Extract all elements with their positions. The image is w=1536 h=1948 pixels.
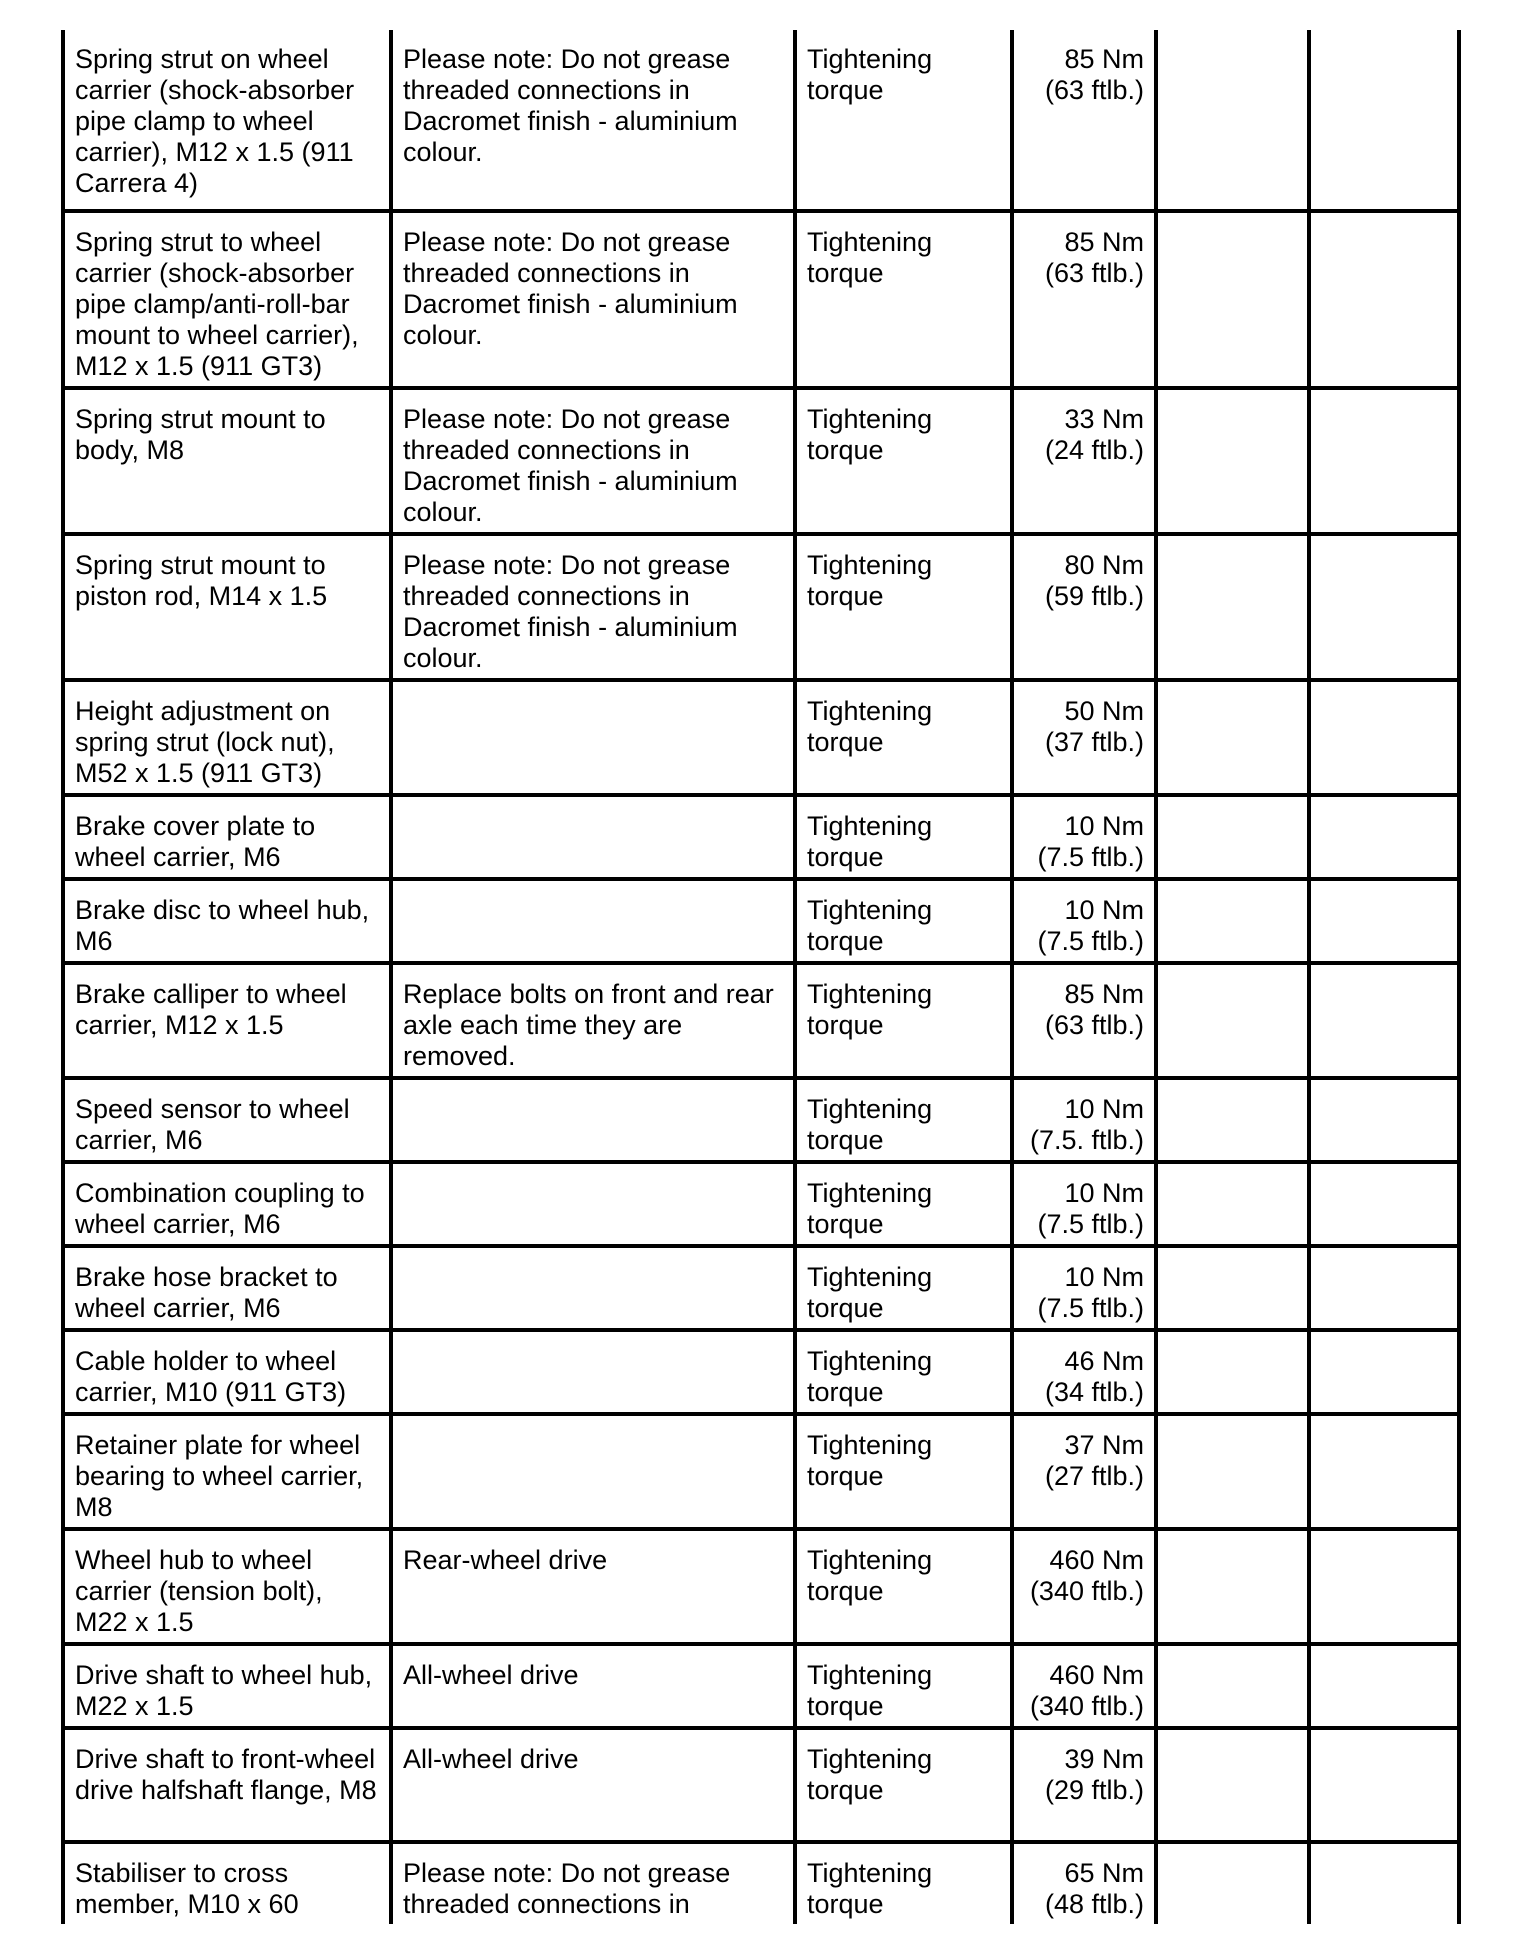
value-cell [1012, 534, 1156, 680]
value-nm: 460 Nm [1049, 1660, 1144, 1690]
value-ftlb: (48 ftlb.) [1044, 1889, 1144, 1919]
component-text: Brake cover plate to wheel carrier, M6 [75, 811, 316, 872]
value-cell [1012, 1330, 1156, 1414]
blank-cell [1156, 1842, 1309, 1924]
note-cell [391, 1728, 795, 1842]
type-cell [795, 795, 1012, 879]
note-cell [391, 1162, 795, 1246]
type-text: Tightening torque [807, 1262, 933, 1323]
blank-cell [1156, 534, 1309, 680]
value-cell [1012, 30, 1156, 211]
value-ftlb: (7.5 ftlb.) [1037, 1209, 1144, 1239]
note-text: Please note: Do not grease threaded connections in Dacromet finish - aluminium colour. [403, 227, 738, 350]
component-text: Drive shaft to front-wheel drive halfshaft flange, M8 [75, 1744, 377, 1805]
component-cell [63, 963, 391, 1078]
note-text: Rear-wheel drive [403, 1545, 608, 1575]
table-row [63, 963, 1459, 1078]
value-ftlb: (24 ftlb.) [1044, 435, 1144, 465]
table-row [63, 30, 1459, 211]
component-cell [63, 680, 391, 795]
table-row [63, 534, 1459, 680]
component-cell [63, 1162, 391, 1246]
component-cell [63, 1842, 391, 1924]
note-cell [391, 1330, 795, 1414]
value-ftlb: (34 ftlb.) [1044, 1377, 1144, 1407]
type-cell [795, 1728, 1012, 1842]
note-cell [391, 963, 795, 1078]
type-cell [795, 1842, 1012, 1924]
value-nm: 10 Nm [1064, 895, 1144, 925]
value-ftlb: (7.5. ftlb.) [1029, 1125, 1144, 1155]
value-cell [1012, 879, 1156, 963]
note-cell [391, 879, 795, 963]
value-ftlb: (37 ftlb.) [1044, 727, 1144, 757]
note-cell [391, 211, 795, 388]
blank-cell [1156, 211, 1309, 388]
table-row [63, 1728, 1459, 1842]
blank-cell [1156, 1078, 1309, 1162]
type-cell [795, 1414, 1012, 1529]
type-text: Tightening torque [807, 1858, 933, 1919]
note-text: Please note: Do not grease threaded connections in [403, 1858, 731, 1919]
component-text: Wheel hub to wheel carrier (tension bolt), M22 x 1.5 [75, 1545, 323, 1637]
note-text: All-wheel drive [403, 1660, 579, 1690]
note-cell [391, 1644, 795, 1728]
type-cell [795, 1330, 1012, 1414]
table-row [63, 1078, 1459, 1162]
value-cell [1012, 1162, 1156, 1246]
type-text: Tightening torque [807, 44, 933, 105]
blank-cell [1309, 795, 1459, 879]
type-text: Tightening torque [807, 696, 933, 757]
note-text: Replace bolts on front and rear axle each time they are removed. [403, 979, 774, 1071]
value-cell [1012, 1414, 1156, 1529]
blank-cell [1309, 1529, 1459, 1644]
table-row [63, 1330, 1459, 1414]
component-text: Brake disc to wheel hub, M6 [75, 895, 370, 956]
table-row [63, 1414, 1459, 1529]
blank-cell [1156, 795, 1309, 879]
component-text: Combination coupling to wheel carrier, M6 [75, 1178, 365, 1239]
value-ftlb: (63 ftlb.) [1044, 1010, 1144, 1040]
blank-cell [1309, 1842, 1459, 1924]
type-text: Tightening torque [807, 1430, 933, 1491]
value-nm: 10 Nm [1064, 1262, 1144, 1292]
blank-cell [1156, 1728, 1309, 1842]
type-text: Tightening torque [807, 1660, 933, 1721]
blank-cell [1309, 879, 1459, 963]
value-nm: 10 Nm [1064, 1178, 1144, 1208]
blank-cell [1156, 30, 1309, 211]
blank-cell [1309, 211, 1459, 388]
component-cell [63, 1529, 391, 1644]
component-text: Drive shaft to wheel hub, M22 x 1.5 [75, 1660, 373, 1721]
component-cell [63, 1728, 391, 1842]
table-row [63, 680, 1459, 795]
note-cell [391, 1842, 795, 1924]
value-nm: 85 Nm [1064, 227, 1144, 257]
type-cell [795, 211, 1012, 388]
value-cell [1012, 1078, 1156, 1162]
value-nm: 10 Nm [1064, 811, 1144, 841]
value-ftlb: (7.5 ftlb.) [1037, 926, 1144, 956]
type-text: Tightening torque [807, 1094, 933, 1155]
note-cell [391, 534, 795, 680]
blank-cell [1156, 388, 1309, 534]
table-row [63, 795, 1459, 879]
component-cell [63, 534, 391, 680]
value-ftlb: (29 ftlb.) [1044, 1775, 1144, 1805]
component-cell [63, 1644, 391, 1728]
component-text: Spring strut to wheel carrier (shock-absorber pipe clamp/anti-roll-bar mount to wheel carrier), M12 x 1.5 (911 GT3) [75, 227, 359, 381]
value-cell [1012, 1728, 1156, 1842]
blank-cell [1156, 963, 1309, 1078]
table-row [63, 1246, 1459, 1330]
note-cell [391, 795, 795, 879]
table-row [63, 1529, 1459, 1644]
type-text: Tightening torque [807, 979, 933, 1040]
component-cell [63, 1330, 391, 1414]
type-cell [795, 879, 1012, 963]
table-row [63, 1644, 1459, 1728]
blank-cell [1156, 1529, 1309, 1644]
component-text: Speed sensor to wheel carrier, M6 [75, 1094, 350, 1155]
type-text: Tightening torque [807, 1346, 933, 1407]
component-text: Brake hose bracket to wheel carrier, M6 [75, 1262, 338, 1323]
blank-cell [1309, 680, 1459, 795]
type-text: Tightening torque [807, 404, 933, 465]
blank-cell [1309, 1078, 1459, 1162]
blank-cell [1309, 1162, 1459, 1246]
component-cell [63, 30, 391, 211]
value-nm: 80 Nm [1064, 550, 1144, 580]
value-nm: 39 Nm [1064, 1744, 1144, 1774]
type-text: Tightening torque [807, 895, 933, 956]
table-row [63, 388, 1459, 534]
value-nm: 460 Nm [1049, 1545, 1144, 1575]
value-ftlb: (63 ftlb.) [1044, 75, 1144, 105]
type-cell [795, 534, 1012, 680]
type-cell [795, 680, 1012, 795]
blank-cell [1309, 1644, 1459, 1728]
torque-spec-table [61, 30, 1461, 1924]
component-cell [63, 879, 391, 963]
value-nm: 85 Nm [1064, 979, 1144, 1009]
type-text: Tightening torque [807, 1744, 933, 1805]
type-text: Tightening torque [807, 1545, 933, 1606]
component-text: Spring strut on wheel carrier (shock-absorber pipe clamp to wheel carrier), M12 x 1.5 (911 Carrera 4) [75, 44, 355, 198]
value-nm: 85 Nm [1064, 44, 1144, 74]
component-cell [63, 795, 391, 879]
value-cell [1012, 1246, 1156, 1330]
type-text: Tightening torque [807, 1178, 933, 1239]
component-text: Spring strut mount to piston rod, M14 x 1.5 [75, 550, 328, 611]
value-ftlb: (340 ftlb.) [1029, 1691, 1144, 1721]
component-cell [63, 1414, 391, 1529]
blank-cell [1156, 1330, 1309, 1414]
type-cell [795, 1246, 1012, 1330]
value-nm: 50 Nm [1064, 696, 1144, 726]
component-text: Retainer plate for wheel bearing to wheel carrier, M8 [75, 1430, 364, 1522]
value-cell [1012, 1842, 1156, 1924]
value-cell [1012, 963, 1156, 1078]
blank-cell [1309, 30, 1459, 211]
note-cell [391, 1414, 795, 1529]
value-nm: 37 Nm [1064, 1430, 1144, 1460]
type-cell [795, 1078, 1012, 1162]
value-nm: 65 Nm [1064, 1858, 1144, 1888]
component-text: Cable holder to wheel carrier, M10 (911 GT3) [75, 1346, 347, 1407]
note-text: Please note: Do not grease threaded connections in Dacromet finish - aluminium colour. [403, 550, 738, 673]
note-cell [391, 1078, 795, 1162]
blank-cell [1156, 879, 1309, 963]
table-row [63, 1162, 1459, 1246]
table-row [63, 211, 1459, 388]
note-cell [391, 388, 795, 534]
value-nm: 46 Nm [1064, 1346, 1144, 1376]
blank-cell [1309, 534, 1459, 680]
value-ftlb: (7.5 ftlb.) [1037, 1293, 1144, 1323]
value-cell [1012, 1644, 1156, 1728]
type-text: Tightening torque [807, 550, 933, 611]
blank-cell [1156, 1414, 1309, 1529]
type-cell [795, 1644, 1012, 1728]
component-text: Spring strut mount to body, M8 [75, 404, 326, 465]
note-text: Please note: Do not grease threaded connections in Dacromet finish - aluminium colour. [403, 44, 738, 167]
blank-cell [1309, 388, 1459, 534]
type-cell [795, 30, 1012, 211]
note-text: Please note: Do not grease threaded connections in Dacromet finish - aluminium colour. [403, 404, 738, 527]
type-text: Tightening torque [807, 227, 933, 288]
blank-cell [1156, 1162, 1309, 1246]
value-ftlb: (63 ftlb.) [1044, 258, 1144, 288]
value-cell [1012, 1529, 1156, 1644]
component-text: Height adjustment on spring strut (lock nut), M52 x 1.5 (911 GT3) [75, 696, 335, 788]
blank-cell [1309, 1414, 1459, 1529]
value-cell [1012, 388, 1156, 534]
note-cell [391, 1529, 795, 1644]
value-ftlb: (340 ftlb.) [1029, 1576, 1144, 1606]
blank-cell [1309, 1246, 1459, 1330]
type-cell [795, 388, 1012, 534]
note-cell [391, 1246, 795, 1330]
value-nm: 10 Nm [1064, 1094, 1144, 1124]
component-cell [63, 388, 391, 534]
blank-cell [1309, 1728, 1459, 1842]
value-cell [1012, 680, 1156, 795]
note-cell [391, 680, 795, 795]
blank-cell [1156, 680, 1309, 795]
note-text: All-wheel drive [403, 1744, 579, 1774]
note-cell [391, 30, 795, 211]
component-cell [63, 1246, 391, 1330]
type-text: Tightening torque [807, 811, 933, 872]
value-ftlb: (59 ftlb.) [1044, 581, 1144, 611]
value-nm: 33 Nm [1064, 404, 1144, 434]
value-ftlb: (7.5 ftlb.) [1037, 842, 1144, 872]
component-cell [63, 211, 391, 388]
component-text: Stabiliser to cross member, M10 x 60 [75, 1858, 299, 1919]
table-row [63, 1842, 1459, 1924]
blank-cell [1156, 1246, 1309, 1330]
blank-cell [1309, 963, 1459, 1078]
component-text: Brake calliper to wheel carrier, M12 x 1.5 [75, 979, 347, 1040]
value-ftlb: (27 ftlb.) [1044, 1461, 1144, 1491]
value-cell [1012, 795, 1156, 879]
table-row [63, 879, 1459, 963]
type-cell [795, 1162, 1012, 1246]
blank-cell [1309, 1330, 1459, 1414]
blank-cell [1156, 1644, 1309, 1728]
type-cell [795, 1529, 1012, 1644]
value-cell [1012, 211, 1156, 388]
component-cell [63, 1078, 391, 1162]
type-cell [795, 963, 1012, 1078]
